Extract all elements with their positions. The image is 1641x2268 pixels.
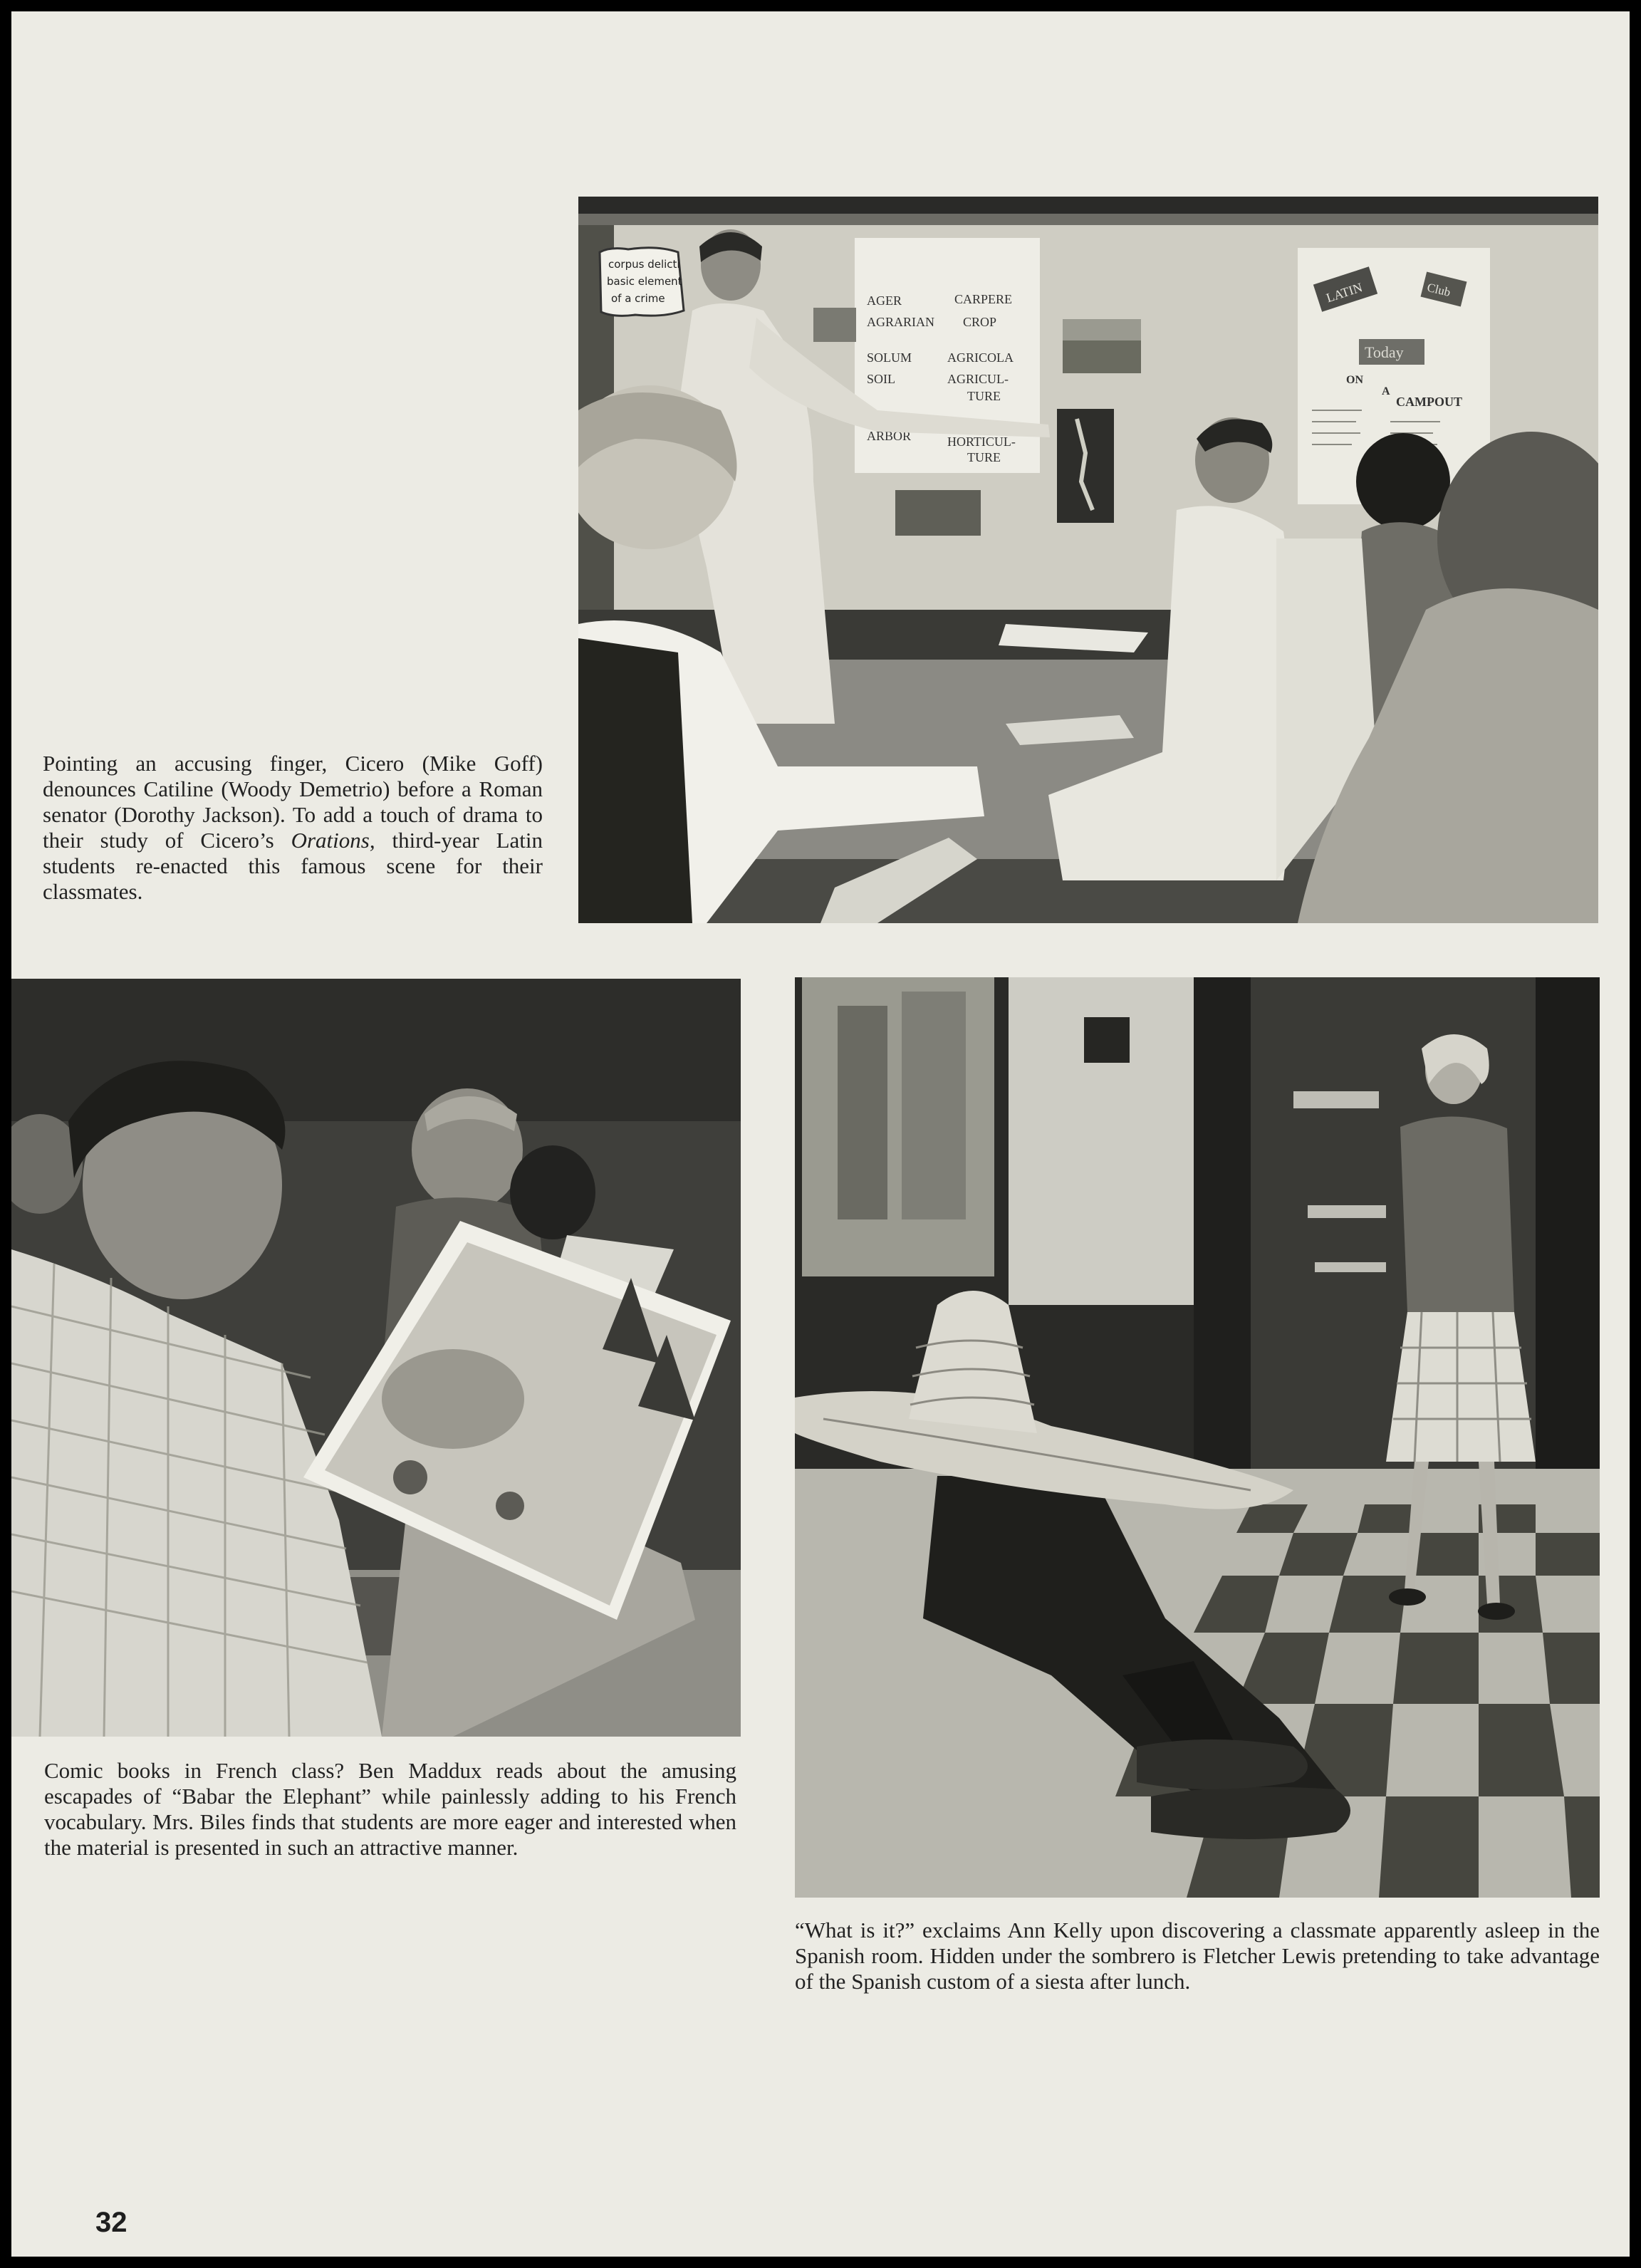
vocab-carpere: CARPERE <box>954 292 1013 306</box>
corpus-delicti-card <box>600 248 684 316</box>
poster-on: ON <box>1346 374 1363 386</box>
page-sheet <box>11 11 1630 2257</box>
latin-class-photo <box>578 197 1598 923</box>
vocab-ager: AGER <box>867 293 902 308</box>
spanish-class-photo <box>795 977 1600 1898</box>
latin-caption-text-2: third-year Latin students re-enacted this famous scene for their classmates. <box>43 828 543 904</box>
poster-club: Club <box>1425 280 1452 300</box>
latin-caption <box>43 751 543 905</box>
french-caption-text: Comic books in French class? Ben Maddux reads about the amusing escapades of “Babar the Elephant” while painlessly adding to his French vocabulary. Mrs. Biles finds that students are more eager and interested when the material is presented in such an attractive manner. <box>44 1758 736 1860</box>
latin-caption-text-1: Pointing an accusing finger, Cicero (Mike Goff) denounces Catiline (Woody Demetrio) before a Roman senator (Dorothy Jackson). To add a touch of drama to their study of Cicero’s <box>43 751 543 853</box>
vocab-agrarian: AGRARIAN <box>867 315 935 329</box>
vocab-agricola: AGRICOLA <box>947 350 1014 365</box>
spanish-caption-text: “What is it?” exclaims Ann Kelly upon discovering a classmate apparently asleep in the Spanish room. Hidden under the sombrero is Fletcher Lewis pretending to take advantage of the Spanish custom of a siesta after lunch. <box>795 1918 1600 1994</box>
card-line-2: basic element <box>607 275 682 288</box>
page-number: 32 <box>95 2207 127 2238</box>
vocab-soil: SOIL <box>867 372 895 386</box>
card-line-3: of a crime <box>611 292 665 305</box>
poster-a: A <box>1382 385 1390 397</box>
vocab-ture-2: TURE <box>967 450 1001 464</box>
latin-class-scene <box>578 197 1598 923</box>
vocab-agricul: AGRICUL- <box>947 372 1009 386</box>
spanish-caption <box>795 1918 1600 1994</box>
spanish-class-scene <box>795 977 1600 1898</box>
vocab-solum: SOLUM <box>867 350 912 365</box>
vocab-crop: CROP <box>963 315 997 329</box>
french-class-scene <box>11 979 741 1737</box>
french-caption <box>44 1758 736 1861</box>
vocab-horticul: HORTICUL- <box>947 435 1016 449</box>
vocab-arbor: ARBOR <box>867 429 912 443</box>
poster-campout: CAMPOUT <box>1396 395 1462 409</box>
latin-caption-italic: Orations, <box>291 828 375 853</box>
vocab-ture: TURE <box>967 389 1001 403</box>
french-class-photo <box>11 979 741 1737</box>
poster-latin: LATIN <box>1324 280 1365 306</box>
vocab-chart <box>855 238 1040 473</box>
poster-today: Today <box>1365 343 1404 361</box>
card-line-1: corpus delicti <box>608 258 680 271</box>
